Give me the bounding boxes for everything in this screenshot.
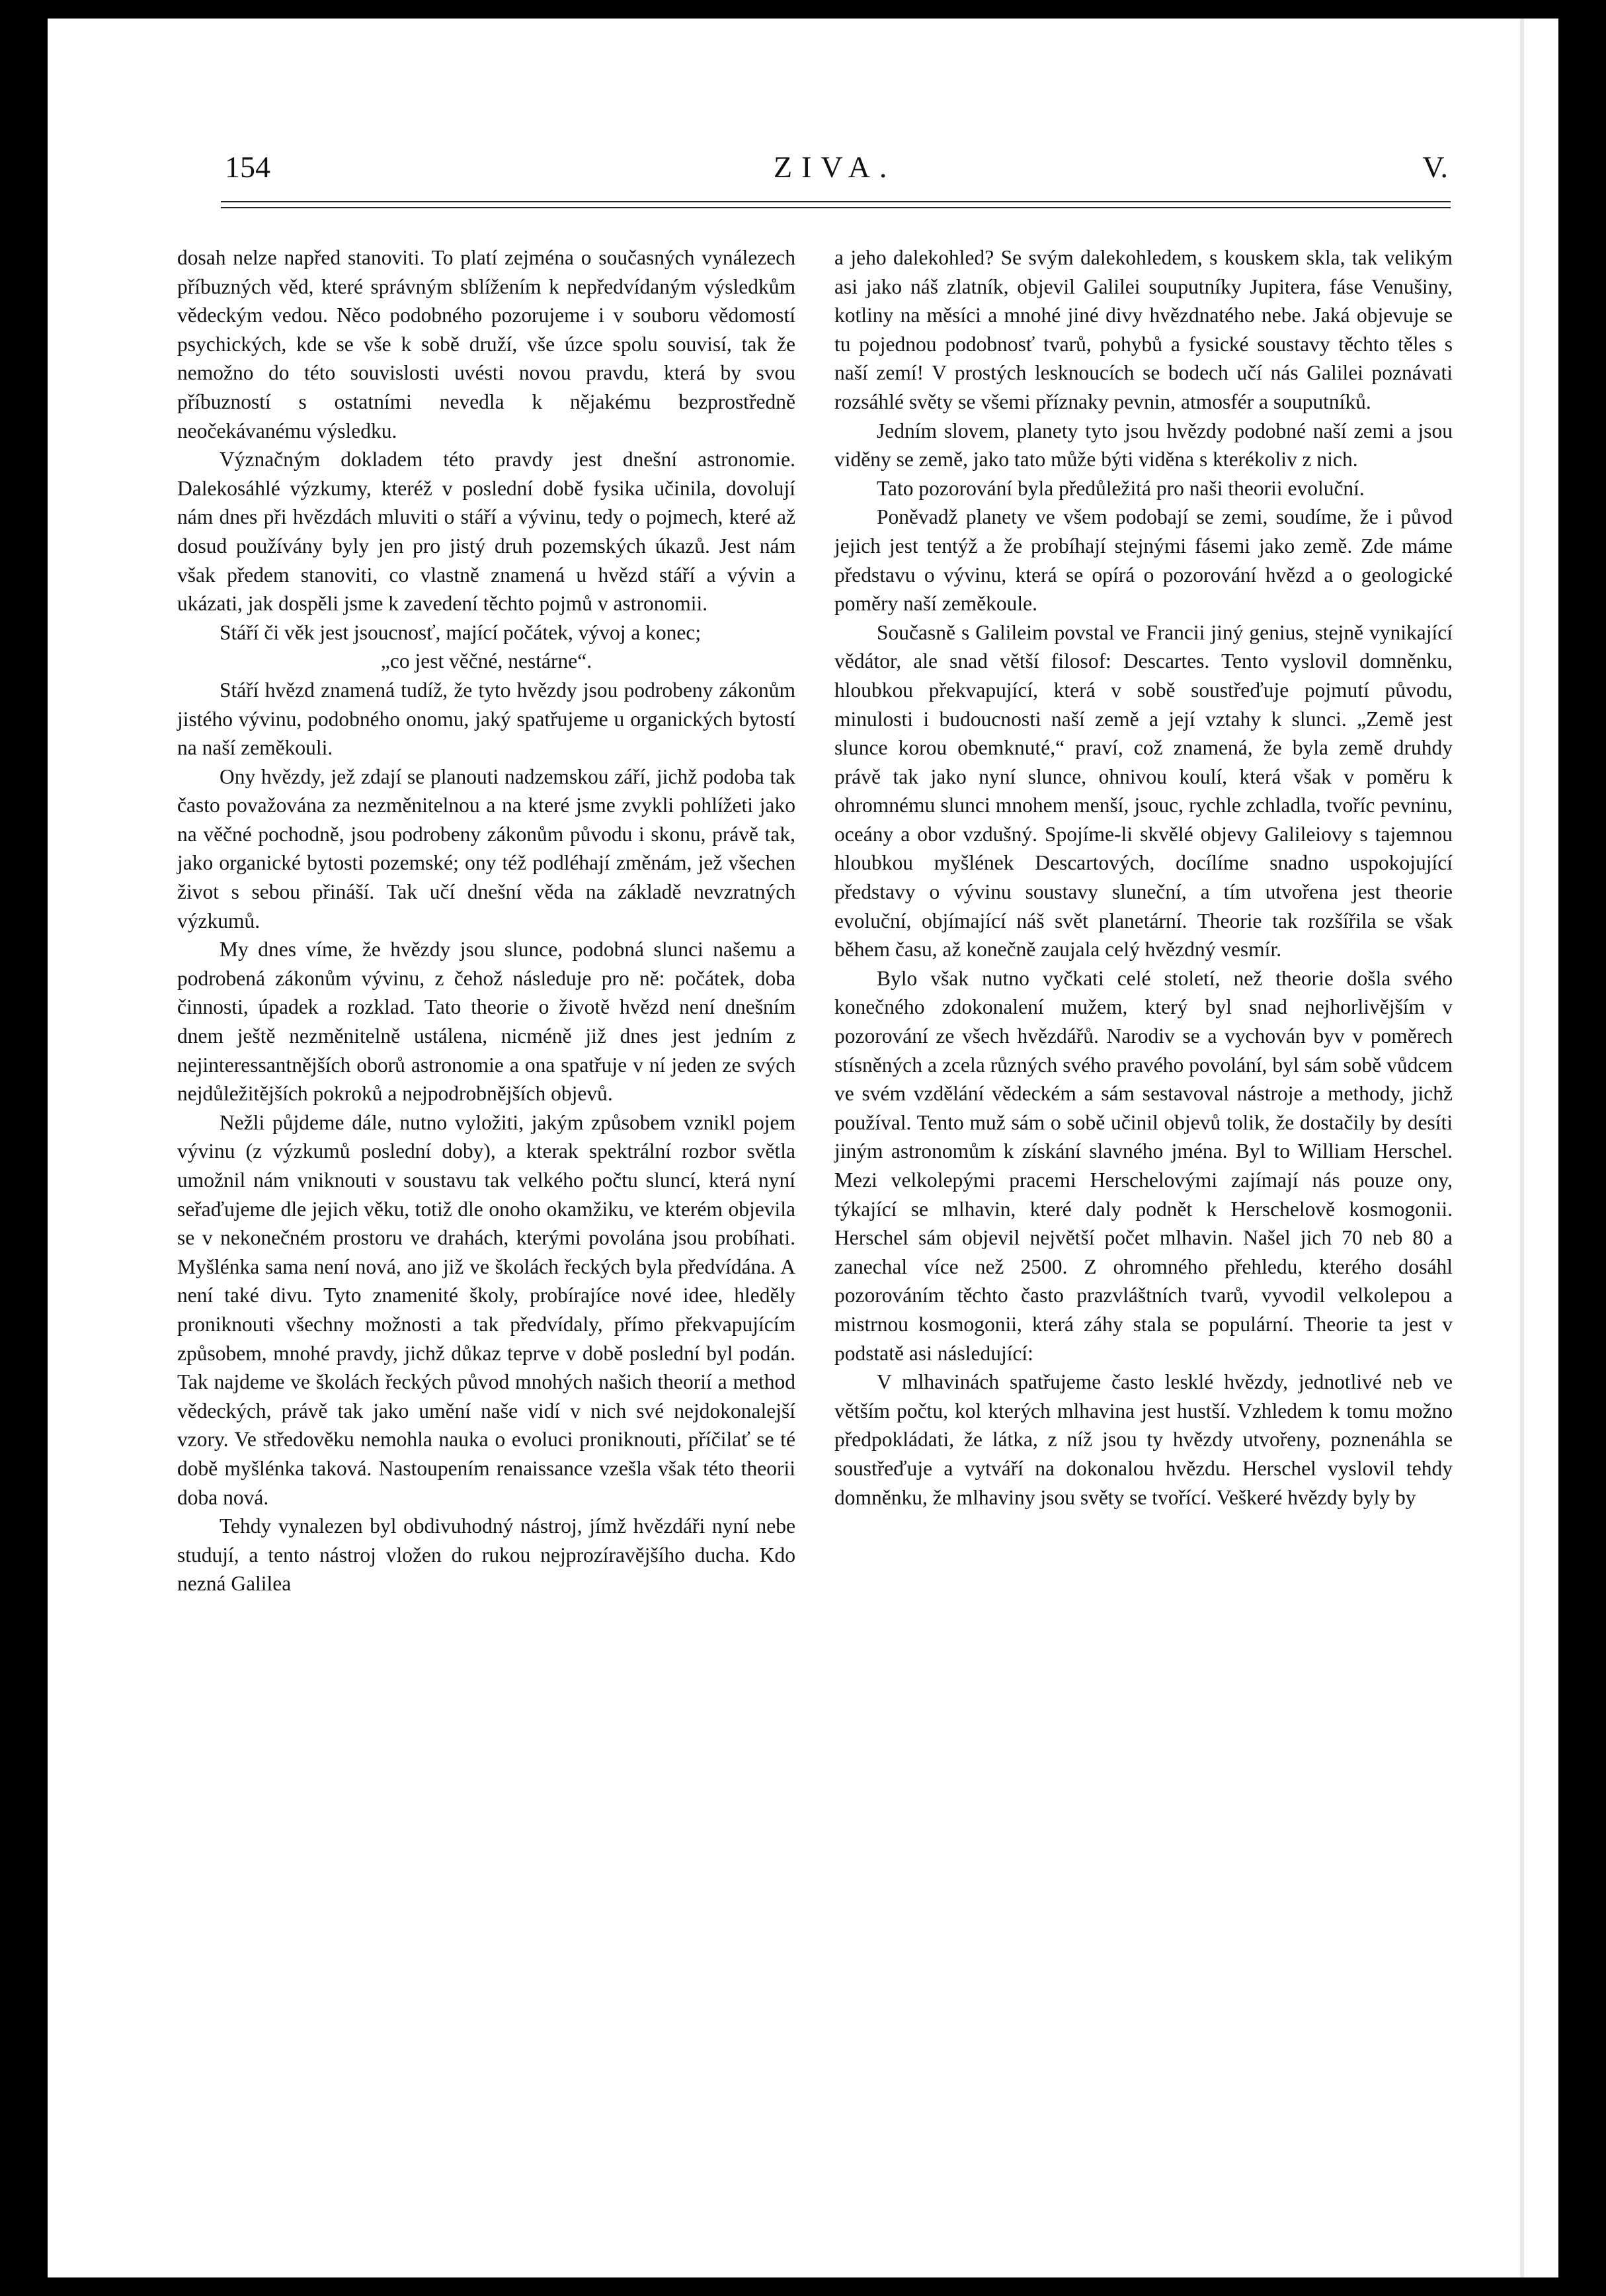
header-rule: [221, 201, 1451, 208]
right-column: [834, 243, 1453, 1512]
page-edge-shadow: [1520, 19, 1524, 2277]
journal-title: ZIVA.: [774, 150, 897, 184]
paragraph: Tehdy vynalezen byl obdivuhodný nástroj, jímž hvězdáři nyní nebe studují, a tento nástroj vložen do rukou nejprozíravějšího ducha. Kdo nezná Galilea: [177, 1514, 795, 1596]
page-number: 154: [225, 150, 270, 184]
scanned-page: [48, 19, 1558, 2277]
paragraph: a jeho dalekohled? Se svým dalekohledem, s kouskem skla, tak velikým asi jako náš zlatník, objevil Galilei souputníky Jupitera, fáse Venušiny, kotliny na měsíci a mnohé jiné divy hvězdnatého nebe. Jaká objevuje se tu pojednou podobnosť tvarů, pohybů a fysické soustavy těchto těles s naší zemí! V prostých lesknoucích se bodech učí nás Galilei poznávati rozsáhlé světy se všemi příznaky pevnin, atmosfér a souputníků.: [834, 246, 1453, 413]
paragraph: V mlhavinách spatřujeme často lesklé hvězdy, jednotlivé neb ve větším počtu, kol kterých mlhavina jest hustší. Vzhledem k tomu možno předpokládati, že látka, z níž jsou ty hvězdy utvořeny, poznenáhla se soustřeďuje a vytváří na dokonalou hvězdu. Herschel vyslovil tehdy domněnku, že mlhaviny jsou světy se tvořící. Veškeré hvězdy byly by: [834, 1370, 1453, 1509]
paragraph: My dnes víme, že hvězdy jsou slunce, podobná slunci našemu a podrobená zákonům vývinu, z čehož následuje pro ně: počátek, doba činnosti, úpadek a rozklad. Tato theorie o životě hvězd není dnešním dnem ještě nezměnitelně ustálena, nicméně již dnes jest jedním z nejinteressantnějších oborů astronomie a ona spatřuje v ní jeden ze svých nejdůležitějších pokroků a nejpodrobnějších objevů.: [177, 938, 795, 1106]
paragraph: Stáří či věk jest jsoucnosť, mající počátek, vývoj a konec;: [220, 620, 702, 644]
volume-number: V.: [1422, 150, 1448, 184]
quotation: „co jest věčné, nestárne“.: [380, 649, 592, 673]
paragraph: Nežli půjdeme dále, nutno vyložiti, jakým způsobem vznikl pojem vývinu (z výzkumů poslední doby), a kterak spektrální rozbor světla umožnil nám vniknouti v soustavu tak velkého počtu sluncí, která nyní seřaďujeme dle jejich věku, totiž dle onoho okamžiku, ve kterém objevila se v nekonečném prostoru ve drahách, kterými povolána jsou probíhati. Myšlénka sama není nová, ano již ve školách řeckých byla předvídána. A není také divu. Tyto znamenité školy, probírajíce nové idee, hleděly proniknouti všechny možnosti a tak předvídaly, přímo překvapujícím způsobem, mnohé pravdy, jichž důkaz teprve v době poslední byl podán. Tak najdeme ve školách řeckých původ mnohých našich theorií a method vědeckých, právě tak jako umění naše vidí v nich své nejdokonalejší vzory. Ve středověku nemohla nauka o evoluci proniknouti, příčilať se té době myšlénka taková. Nastoupením renaissance vzešla však této theorii doba nová.: [177, 1110, 795, 1509]
paragraph: Současně s Galileim povstal ve Francii jiný genius, stejně vynikající vědátor, ale snad větší filosof: Descartes. Tento vyslovil domněnku, hloubkou překvapující, která v sobě soustřeďuje pojmutí původu, minulosti i budoucnosti naší země a její vztahy k slunci. „Země jest slunce korou obemknuté,“ praví, což znamená, že byla země druhdy právě tak jako nyní slunce, ohnivou koulí, která však v poměru k ohromnému slunci mnohem menší, jsouc, rychle zchladla, tvoříc pevninu, oceány a obor vzdušný. Spojíme-li skvělé objevy Galileiovy s tajemnou hloubkou myšlének Descartových, docílíme snadno uspokojující představy o vývinu soustavy sluneční, a tím utvořena jest theorie evoluční, objímající náš svět planetární. Theorie tak rozšířila se však během času, až konečně zaujala celý hvězdný vesmír.: [834, 620, 1453, 962]
left-column: [177, 243, 795, 1598]
paragraph: Jedním slovem, planety tyto jsou hvězdy podobné naší zemi a jsou viděny se země, jako tato může býti viděna s kterékoliv z nich.: [834, 419, 1453, 472]
paragraph: Bylo však nutno vyčkati celé století, než theorie došla svého konečného zdokonalení mužem, který byl snad nejhorlivějším v pozorování ze všech hvězdářů. Narodiv se a vychován byv v poměrech stísněných a zcela různých svého pravého povolání, byl sám sobě vůdcem ve svém vzdělání vědeckém a sám sestavoval nástroje a methody, jichž používal. Tento muž sám o sobě učinil objevů tolik, že dostačily by desíti jiným astronomům k získání slavného jména. Byl to William Herschel. Mezi velkolepými pracemi Herschelovými zajímají nás pouze ony, týkající se mlhavin, které daly podnět k Herschelově kosmogonii. Herschel sám objevil největší počet mlhavin. Našel jich 70 neb 80 a zanechal více než 2500. Z ohromného přehledu, kterého dosáhl pozorováním těchto často prazvláštních tvarů, vyvodil velkolepou a mistrnou kosmogonii, která záhy stala se populární. Theorie ta jest v podstatě asi následující:: [834, 966, 1453, 1365]
paragraph: Stáří hvězd znamená tudíž, že tyto hvězdy jsou podrobeny zákonům jistého vývinu, podobného onomu, jaký spatřujeme u organických bytostí na naší zeměkouli.: [177, 678, 795, 760]
paragraph: dosah nelze napřed stanoviti. To platí zejména o současných vynálezech příbuzných věd, které správným sblížením k nepředvídaným výsledkům vědeckým vedou. Něco podobného pozorujeme i v souboru vědomostí psychických, kde se vše k sobě druží, vše úzce spolu souvisí, tak že nemožno do této souvislosti uvésti novou pravdu, která by svou příbuzností s ostatními nevedla k nějakému bezprostředně neočekávanému výsledku.: [177, 246, 795, 442]
running-header: [225, 149, 1448, 196]
paragraph: Tato pozorování byla předůležitá pro naši theorii evoluční.: [877, 476, 1365, 500]
paragraph: Poněvadž planety ve všem podobají se zemi, soudíme, že i původ jejich jest tentýž a že probíhají stejnými fásemi jako země. Zde máme představu o vývinu, která se opírá o pozorování hvězd a o geologické poměry naší zeměkoule.: [834, 505, 1453, 616]
paragraph: Význačným dokladem této pravdy jest dnešní astronomie. Dalekosáhlé výzkumy, kteréž v poslední době fysika učinila, dovolují nám dnes při hvězdách mluviti o stáří a vývinu, tedy o pojmech, které až dosud používány byly jen pro jistý druh pozemských úkazů. Jest nám však předem stanoviti, co vlastně znamená u hvězd stáří a vývin a ukázati, jak dospěli jsme k zavedení těchto pojmů v astronomii.: [177, 448, 795, 616]
paragraph: Ony hvězdy, jež zdají se planouti nadzemskou září, jichž podoba tak často považována za nezměnitelnou a na které jsme zvykli pohlížeti jako na věčné pochodně, jsou podrobeny zákonům původu i skonu, právě tak, jako organické bytosti pozemské; ony též podléhají změnám, jež všechen život s sebou přináší. Tak učí dnešní věda na základě nevzratných výzkumů.: [177, 764, 795, 932]
